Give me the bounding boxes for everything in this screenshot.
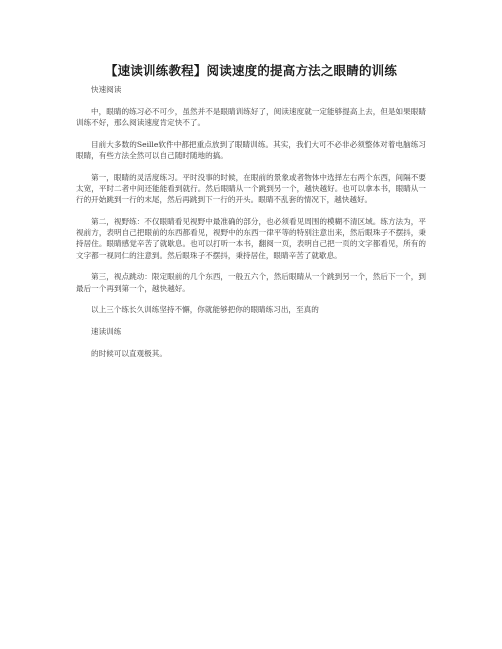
- document-body: [76, 84, 426, 370]
- paragraph-field-of-view-exercise: 第二，视野练：不仅眼睛看见视野中最准确的部分，也必须看见周围的模糊不清区域。练方法为，平视前方，表明自己把眼前的东西都看见，视野中的东西一律平等的特别注意出来，然后眼珠子不摆抖，秉持居住。眼睛感觉辛苦了就歇息。也可以打听一本书，翻阅一页，表明自己把一页的文字都看见，所有的文字都一视同仁的注意到。然后眼珠子不摆抖，秉持居住，眼睛辛苦了就歇息。: [76, 217, 426, 260]
- paragraph-flexibility-exercise: 第一，眼睛的灵活度练习。平时没事的时候，在眼前的景象或者物体中选择左右两个东西，间隔不要太宽，平时二者中间还能能看到就行。然后眼睛从一个跳到另一个，越快越好。也可以拿本书，眼睛从一行的开始跳到一行的末尾，然后再跳到下一行的开头。眼睛不乱套的情况下，越快越好。: [76, 172, 426, 205]
- paragraph-intro: 中，眼睛的练习必不可少，虽然并不是眼睛训练好了，阅读速度就一定能够提高上去，但是如果眼睛训练不好，那么阅读速度肯定快不了。: [76, 106, 426, 127]
- paragraph-heading-fast-reading: 快速阅读: [91, 85, 122, 94]
- paragraph-summary: 以上三个练长久训练坚持不懈，你就能够把你的眼睛练习出，至真的: [91, 305, 319, 315]
- paragraph-speed-reading-training: 速读训练: [91, 327, 122, 337]
- document-title: 【速读训练教程】阅读速度的提高方法之眼睛的训练: [104, 63, 398, 78]
- paragraph-focus-jump-exercise: 第三，视点跳动：限定眼前的几个东西，一般五六个，然后眼睛从一个跳到另一个，然后下一个，到最后一个再到第一个，越快越好。: [76, 272, 426, 293]
- paragraph-software: 目前大多数的Seille软件中都把重点放到了眼睛训练。其实，我们大可不必非必须整体对着电脑练习眼睛，有些方法全然可以自己随时随地的搞。: [76, 139, 426, 160]
- paragraph-closing: 的时候可以直观极其。: [91, 349, 167, 358]
